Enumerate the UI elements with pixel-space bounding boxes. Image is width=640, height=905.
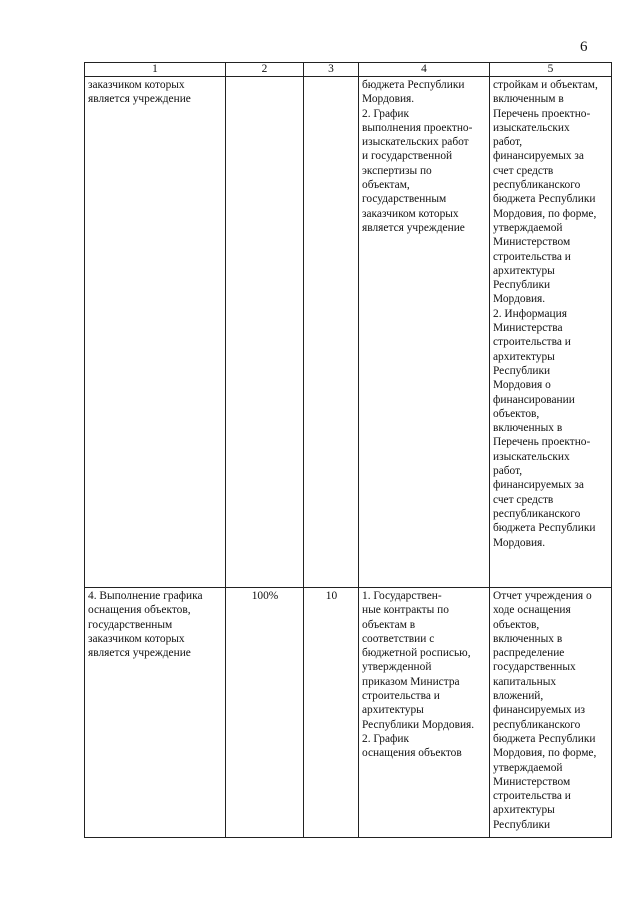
cell-text: 10: [325, 590, 338, 602]
table-header-row: [85, 63, 612, 77]
column-header: 3: [304, 63, 359, 77]
table-cell: [490, 588, 612, 838]
cell-text: Отчет учреждения о ходе оснащения объектов, включенных в распределение государственных капитальных вложений, финансируемых из республиканского бюджета Республики Мордовия, по форме, утверждаемой Министерством строительства и архитектуры Республики: [493, 590, 597, 831]
cell-text: 100%: [251, 590, 279, 602]
table-row: [85, 588, 612, 838]
column-header: 2: [226, 63, 304, 77]
document-table: [84, 62, 612, 838]
table-cell: [490, 77, 612, 588]
table-cell: [304, 588, 359, 838]
cell-text: стройкам и объектам, включенным в Перечень проектно- изыскательских работ, финансируемых за счет средств республиканского бюджета Республики Мордовия, по форме, утверждаемой Министерством строительства и архитектуры Республики Мордовия. 2. Информация Министерства строительства и архитектуры Республики Мордовия о финансировании объектов, включенных в Перечень проектно- изыскательских работ, финансируемых за счет средств республиканского бюджета Республики Мордовия.: [493, 79, 598, 549]
table-cell: [304, 77, 359, 588]
cell-text: 4. Выполнение графика оснащения объектов, государственным заказчиком которых является учреждение: [88, 590, 203, 660]
table-cell: [226, 588, 304, 838]
column-header: 4: [359, 63, 490, 77]
table-cell: [359, 588, 490, 838]
table-cell: [85, 588, 226, 838]
cell-text: 1. Государствен- ные контракты по объектам в соответствии с бюджетной росписью, утвержденной приказом Министра строительства и архитектуры Республики Мордовия. 2. График оснащения объектов: [362, 590, 475, 760]
page-number: 6: [580, 39, 588, 55]
column-header: 5: [490, 63, 612, 77]
cell-text: заказчиком которых является учреждение: [88, 79, 191, 106]
column-header: 1: [85, 63, 226, 77]
table-cell: [359, 77, 490, 588]
table-cell: [226, 77, 304, 588]
table-row: [85, 77, 612, 588]
cell-text: бюджета Республики Мордовия. 2. График выполнения проектно- изыскательских работ и государственной экспертизы по объектам, государственным заказчиком которых является учреждение: [362, 79, 473, 234]
table-cell: [85, 77, 226, 588]
